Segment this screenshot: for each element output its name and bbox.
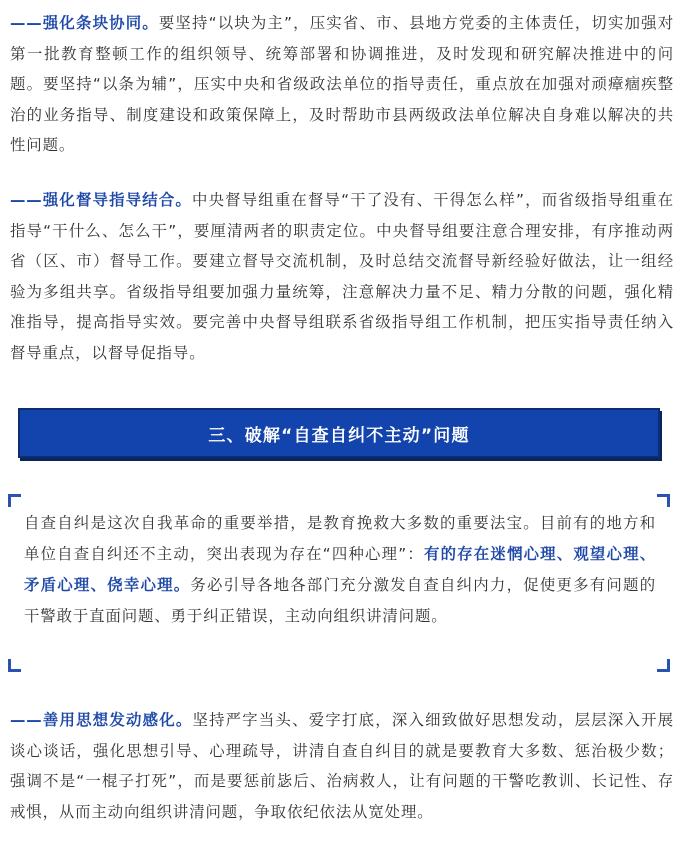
paragraph-lead: ——强化条块协同。 xyxy=(10,14,159,32)
callout-text xyxy=(24,508,656,632)
callout-outro: 务必引导各地各部门充分激发自查自纠内力，促使更多有问题的干警敢于直面问题、勇于纠正错误，主动向组织讲清问题。 xyxy=(24,576,656,625)
paragraph-body: 坚持严字当头、爱字打底，深入细致做好思想发动，层层深入开展谈心谈话，强化思想引导、心理疏导，讲清自查自纠目的就是要教育大多数、惩治极少数；强调不是“一棍子打死”，而是要惩前毖后、治病救人，让有问题的干警吃教训、长记性、存戒惧，从而主动向组织讲清问题，争取依纪依法从宽处理。 xyxy=(10,711,674,821)
paragraph-strengthen-coordination xyxy=(10,8,674,161)
section-heading-title: 三、破解“自查自纠不主动”问题 xyxy=(208,425,470,446)
paragraph-lead: ——善用思想发动感化。 xyxy=(10,711,193,729)
paragraph-lead: ——强化督导指导结合。 xyxy=(10,191,192,209)
corner-bracket-bottom-left xyxy=(8,659,21,672)
paragraph-body: 要坚持“以块为主”，压实省、市、县地方党委的主体责任，切实加强对第一批教育整顿工作的组织领导、统筹部署和协调推进，及时发现和研究解决推进中的问题。要坚持“以条为辅”，压实中央和省级政法单位的指导责任，重点放在加强对顽瘴痼疾整治的业务指导、制度建设和政策保障上，及时帮助市县两级政法单位解决自身难以解决的共性问题。 xyxy=(10,14,674,155)
callout-box xyxy=(8,494,670,672)
corner-bracket-top-right xyxy=(657,494,670,507)
callout-intro: 自查自纠是这次自我革命的重要举措，是教育挽救大多数的重要法宝。目前有的地方和单位自查自纠还不主动，突出表现为存在“四种心理”： xyxy=(24,514,656,563)
paragraph-supervision-guidance xyxy=(10,185,674,369)
paragraph-body: 中央督导组重在督导“干了没有、干得怎么样”，而省级指导组重在指导“干什么、怎么干”，要厘清两者的职责定位。中央督导组要注意合理安排，有序推动两省（区、市）督导工作。要建立督导交流机制，及时总结交流督导新经验好做法，让一组经验为多组共享。省级指导组要加强力量统筹，注意解决力量不足、精力分散的问题，强化精准指导，提高指导实效。要完善中央督导组联系省级指导组工作机制，把压实指导责任纳入督导重点，以督导促指导。 xyxy=(10,191,674,362)
corner-bracket-bottom-right xyxy=(657,659,670,672)
paragraph-ideological-mobilization xyxy=(10,705,674,827)
corner-bracket-top-left xyxy=(8,494,21,507)
section-heading-banner xyxy=(18,408,660,458)
callout-highlight: 有的存在迷惘心理、观望心理、矛盾心理、侥幸心理。 xyxy=(24,545,656,594)
